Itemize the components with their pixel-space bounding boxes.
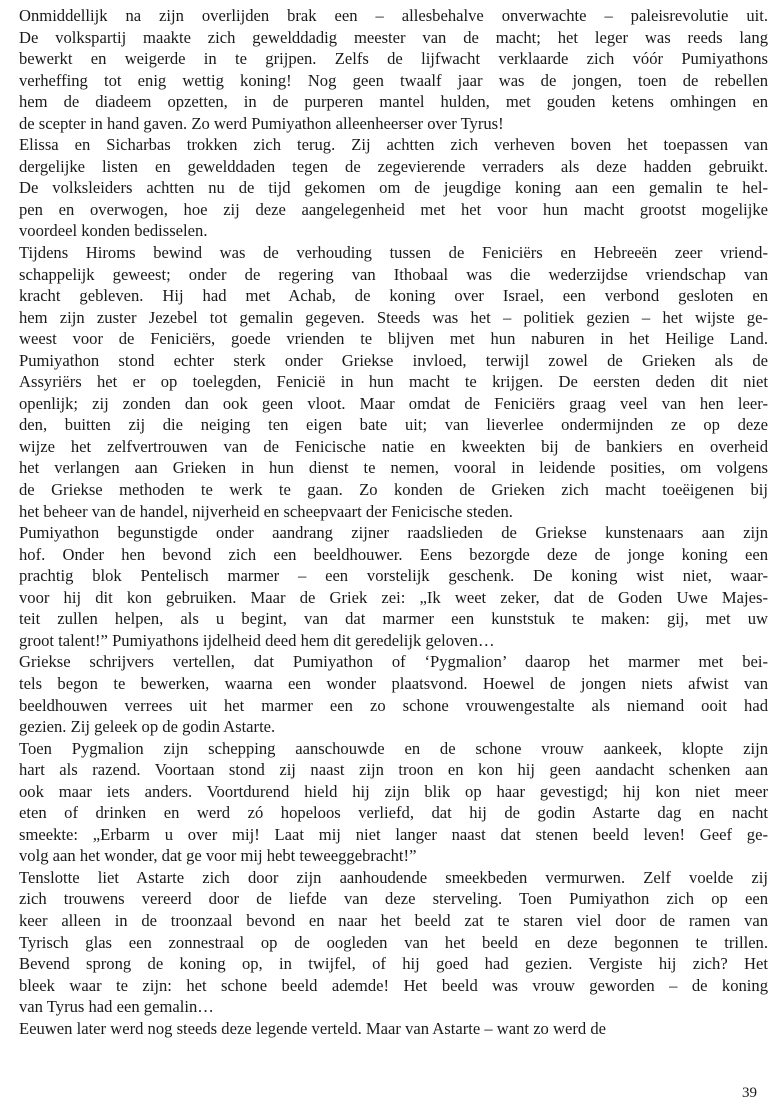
text-line: keer alleen in de troonzaal bevond en naar het beeld zat te staren viel door de ramen van [19,910,768,930]
text-line: gezien. Zij geleek op de godin Astarte. [19,717,276,737]
paragraph [19,522,768,651]
text-line: openlijk; zij zonden dan ook geen vloot. Maar omdat de Feniciërs graag veel van hen leer- [19,393,768,413]
text-line: eten of drinken en werd zó hopeloos verliefd, dat hij de godin Astarte dag en nacht [19,803,768,823]
page-number: 39 [742,1085,757,1101]
text-line: den, buitten zij die neiging ten eigen bate uit; van lieverlee ondermijnden ze op deze [19,415,768,435]
text-line: De volksleiders achtten nu de tijd gekomen om de jeugdige koning aan een gemalin te hel- [19,178,768,198]
text-line: ook maar iets anders. Voortdurend hield hij zijn blik op haar gevestigd; hij kon niet meer [19,781,768,801]
text-line: hart als razend. Voortaan stond zij naast zijn troon en kon hij geen aandacht schenken aan [19,760,768,780]
text-line: van Tyrus had een gemalin… [19,997,214,1017]
text-line: Bevend sprong de koning op, in twijfel, of hij goed had gezien. Vergiste hij zich? Het [19,954,768,974]
body-text [19,5,768,1039]
text-line: groot talent!” Pumiyathons ijdelheid deed hem dit geredelijk geloven… [19,630,495,650]
paragraph [19,242,768,522]
text-line: hem de diadeem opzetten, in de purperen mantel hulden, met gouden ketens omhingen en [19,92,768,112]
text-line: smeekte: „Erbarm u over mij! Laat mij niet langer naast dat stenen beeld leven! Geef ge- [19,824,768,844]
text-line: pen en overwogen, hoe zij deze aangelegenheid met het voor hun macht grootst mogelijke [19,199,768,219]
text-line: hof. Onder hen bevond zich een beeldhouwer. Eens bezorgde deze de jonge koning een [19,544,768,564]
text-line: het verlangen aan Grieken in hun dienst te nemen, vooral in leidende posities, om volgens [19,458,768,478]
paragraph [19,134,768,242]
text-line: Pumiyathon stond echter sterk onder Griekse invloed, terwijl zowel de Grieken als de [19,350,768,370]
paragraph [19,651,768,737]
paragraph [19,738,768,867]
text-line: Griekse schrijvers vertellen, dat Pumiyathon of ‘Pygmalion’ daarop het marmer met bei- [19,652,768,672]
text-line: kracht gebleven. Hij had met Achab, de koning over Israel, een verbond gesloten en [19,286,768,306]
text-line: Toen Pygmalion zijn schepping aanschouwde en de schone vrouw aankeek, klopte zijn [19,738,768,758]
text-line: Assyriërs het er op toelegden, Fenicië in hun macht te krijgen. De eersten deden dit niet [19,372,768,392]
text-line: bewerkt en weigerde in te grijpen. Zelfs de lijfwacht verklaarde zich vóór Pumiyathons [19,49,768,69]
text-line: Tijdens Hiroms bewind was de verhouding tussen de Feniciërs en Hebreeën zeer vriend- [19,243,768,263]
paragraph [19,1018,768,1040]
text-line: Onmiddellijk na zijn overlijden brak een – allesbehalve onverwachte – paleisrevolutie uit. [19,6,768,25]
text-line: Eeuwen later werd nog steeds deze legende verteld. Maar van Astarte – want zo werd de [19,1018,606,1038]
text-line: hem zijn zuster Jezebel tot gemalin gegeven. Steeds was het – politiek gezien – het wijste ge- [19,307,768,327]
text-line: prachtig blok Pentelisch marmer – een vorstelijk geschenk. De koning wist niet, waar- [19,566,768,586]
text-line: voordeel konden bedisselen. [19,221,208,241]
text-line: bleek waar te zijn: het schone beeld ademde! Het beeld was vrouw geworden – de koning [19,975,768,995]
text-line: dergelijke listen en gewelddaden tegen de zegevierende verraders als deze hadden gebruikt. [19,156,768,176]
text-line: zich trouwens vereerd door de liefde van deze sterveling. Toen Pumiyathon zich op een [19,889,768,909]
text-line: de scepter in hand gaven. Zo werd Pumiyathon alleenheerser over Tyrus! [19,113,504,133]
text-line: De volkspartij maakte zich gewelddadig meester van de macht; het leger was reeds lang [19,27,768,47]
text-line: de Griekse methoden te werk te gaan. Zo konden de Grieken zich macht toeëigenen bij [19,480,768,500]
text-line: het beheer van de handel, nijverheid en scheepvaart der Fenicische steden. [19,501,513,521]
text-line: weest voor de Feniciërs, goede vrienden te blijven met hun naburen in het Heilige Land. [19,329,768,349]
text-line: verheffing tot enig wettig koning! Nog geen twaalf jaar was de jongen, toen de rebellen [19,70,768,90]
text-line: Elissa en Sicharbas trokken zich terug. Zij achtten zich verheven boven het toepassen van [19,135,768,155]
text-line: Tyrisch glas een zonnestraal op de oogleden van het beeld en deze begonnen te trillen. [19,932,768,952]
text-line: wijze het zelfvertrouwen van de Fenicische natie en kweekten bij de bankiers en overheid [19,436,768,456]
text-line: tels begon te bewerken, waarna een wonder plaatsvond. Hoewel de jongen niets afwist van [19,673,768,693]
text-line: teit zullen helpen, als u begint, van dat marmer een kunststuk te maken: gij, met uw [19,609,768,629]
text-line: Pumiyathon begunstigde onder aandrang zijner raadslieden de Griekse kunstenaars aan zijn [19,523,768,543]
text-line: volg aan het wonder, dat ge voor mij hebt teweeggebracht!” [19,846,417,866]
text-line: voor hij dit kon gebruiken. Maar de Griek zei: „Ik weet zeker, dat de Goden Uwe Majes- [19,587,768,607]
paragraph [19,5,768,134]
paragraph [19,867,768,1018]
text-line: beeldhouwen verrees uit het marmer een zo schone vrouwengestalte als niemand ooit had [19,695,768,715]
text-line: schappelijk geweest; onder de regering van Ithobaal was die wederzijdse vriendschap van [19,264,768,284]
text-line: Tenslotte liet Astarte zich door zijn aanhoudende smeekbeden vermurwen. Zelf voelde zij [19,867,768,887]
